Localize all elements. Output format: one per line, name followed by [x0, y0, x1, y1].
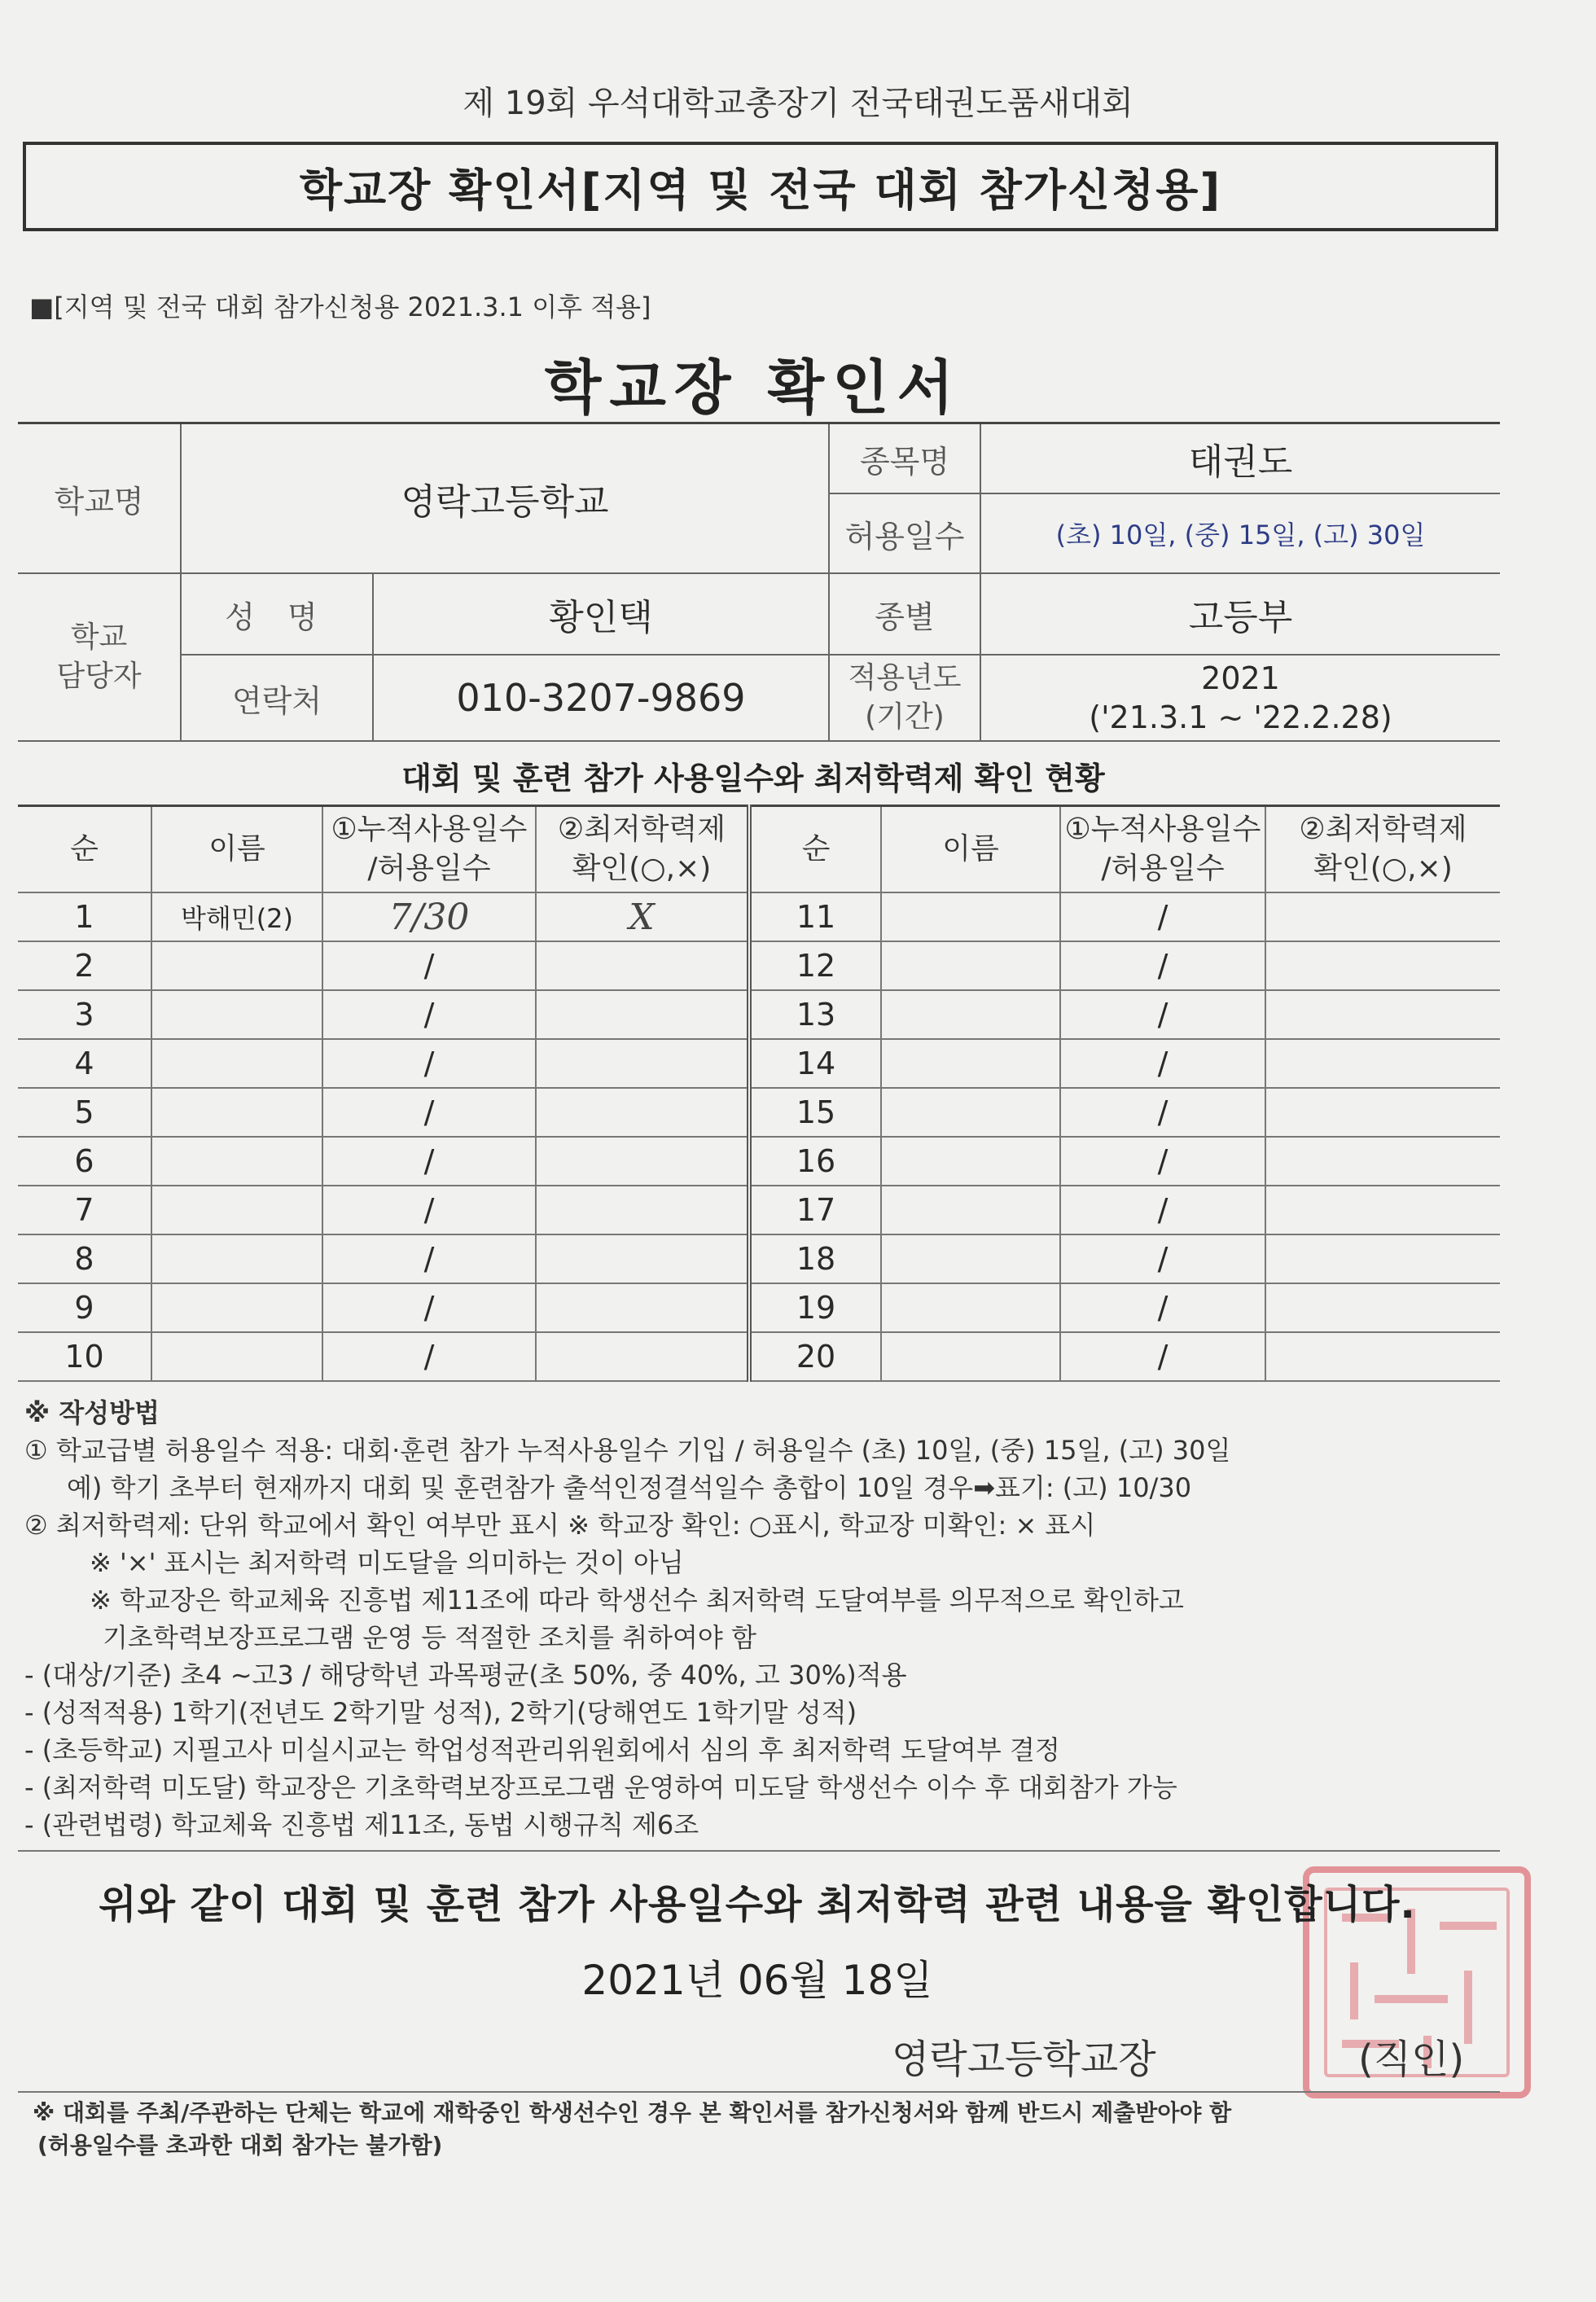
header-no-right: 순	[749, 806, 881, 893]
instruction-line: ※ '×' 표시는 최저학력 미도달을 의미하는 것이 아님	[90, 1547, 684, 1578]
header-days-line2: /허용일수	[367, 852, 491, 885]
year-value-line1: 2021	[1201, 660, 1280, 696]
table-row	[18, 990, 1500, 1039]
principal-name: 영락고등학교장	[892, 2037, 1156, 2082]
row-number: 4	[18, 1039, 151, 1088]
row-number-right: 20	[749, 1332, 881, 1381]
info-table	[18, 422, 1500, 742]
row-name	[151, 941, 322, 990]
row-check	[536, 1088, 749, 1137]
row-name	[151, 990, 322, 1039]
header-check-line2: 확인(○,×)	[572, 852, 712, 885]
row-name	[151, 1039, 322, 1088]
row-days-right: /	[1060, 892, 1265, 941]
row-days-right: /	[1060, 941, 1265, 990]
allowed-days-value: (초) 10일, (중) 15일, (고) 30일	[980, 493, 1500, 573]
header-days-right-line2: /허용일수	[1101, 852, 1225, 885]
footer-line: (허용일수를 초과한 대회 참가는 불가함)	[37, 2132, 443, 2159]
header-name: 이름	[151, 806, 322, 893]
year-value-line2: ('21.3.1 ~ '22.2.28)	[1089, 699, 1392, 735]
row-check	[536, 1137, 749, 1186]
instructions-block	[24, 1394, 1515, 1844]
table-row	[18, 892, 1500, 941]
row-check	[536, 941, 749, 990]
row-check	[536, 1234, 749, 1283]
row-days-right: /	[1060, 1137, 1265, 1186]
row-days-right: /	[1060, 1088, 1265, 1137]
name-label: 성 명	[181, 573, 373, 655]
instruction-line: - (초등학교) 지필고사 미실시교는 학업성적관리위원회에서 심의 후 최저학력 도달여부 결정	[24, 1734, 1060, 1765]
instruction-line: 예) 학기 초부터 현재까지 대회 및 훈련참가 출석인정결석일수 총합이 10일 경우➡표기: (고) 10/30	[67, 1472, 1192, 1503]
phone-label: 연락처	[181, 655, 373, 741]
row-days: /	[322, 1137, 536, 1186]
header-check-right	[1265, 806, 1500, 893]
category-value: 고등부	[980, 573, 1500, 655]
row-name	[151, 1332, 322, 1381]
row-check-right	[1265, 1186, 1500, 1234]
row-days-right: /	[1060, 1332, 1265, 1381]
row-days: /	[322, 1088, 536, 1137]
row-days: /	[322, 1234, 536, 1283]
year-value	[980, 655, 1500, 741]
row-number: 3	[18, 990, 151, 1039]
instruction-line: ① 학교급별 허용일수 적용: 대회·훈련 참가 누적사용일수 기입 / 허용일수 (초) 10일, (중) 15일, (고) 30일	[24, 1435, 1231, 1466]
name-value: 황인택	[373, 573, 829, 655]
row-number: 10	[18, 1332, 151, 1381]
school-value: 영락고등학교	[181, 423, 829, 574]
document-title: 학교장 확인서	[544, 353, 962, 422]
contact-person-label	[18, 573, 181, 741]
footer-note	[33, 2097, 1515, 2162]
sport-label: 종목명	[829, 423, 980, 494]
row-name-right	[881, 1088, 1060, 1137]
row-name-right	[881, 892, 1060, 941]
row-check-right	[1265, 1234, 1500, 1283]
row-check	[536, 990, 749, 1039]
instruction-line: - (관련법령) 학교체육 진흥법 제11조, 동법 시행규칙 제6조	[24, 1809, 699, 1840]
instruction-line: ② 최저학력제: 단위 학교에서 확인 여부만 표시 ※ 학교장 확인: ○표시, 학교장 미확인: × 표시	[24, 1510, 1096, 1541]
row-number: 1	[18, 892, 151, 941]
applicability-note: ■[지역 및 전국 대회 참가신청용 2021.3.1 이후 적용]	[29, 292, 651, 322]
header-check-right-line2: 확인(○,×)	[1313, 852, 1453, 885]
row-name	[151, 1137, 322, 1186]
row-check	[536, 1039, 749, 1088]
row-days-right: /	[1060, 990, 1265, 1039]
row-days: /	[322, 990, 536, 1039]
header-no: 순	[18, 806, 151, 893]
row-name-right	[881, 1186, 1060, 1234]
table-row	[18, 1088, 1500, 1137]
section-title: 대회 및 훈련 참가 사용일수와 최저학력제 확인 현황	[401, 761, 1105, 796]
row-check-right	[1265, 990, 1500, 1039]
row-number-right: 11	[749, 892, 881, 941]
row-name	[151, 1234, 322, 1283]
instruction-line: - (대상/기준) 초4 ~고3 / 해당학년 과목평균(초 50%, 중 40%, 고 30%)적용	[24, 1660, 907, 1690]
row-days: /	[322, 1039, 536, 1088]
table-row	[18, 1332, 1500, 1381]
participation-table	[18, 805, 1500, 1382]
instruction-line: - (최저학력 미도달) 학교장은 기초학력보장프로그램 운영하여 미도달 학생선수 이수 후 대회참가 가능	[24, 1772, 1177, 1803]
row-name-right	[881, 1332, 1060, 1381]
row-number: 7	[18, 1186, 151, 1234]
row-number: 6	[18, 1137, 151, 1186]
year-label	[829, 655, 980, 741]
row-name-right	[881, 1283, 1060, 1332]
instruction-line: ※ 작성방법	[24, 1397, 160, 1428]
table-row	[18, 1039, 1500, 1088]
row-number-right: 15	[749, 1088, 881, 1137]
row-check-right	[1265, 1039, 1500, 1088]
table-row	[18, 1283, 1500, 1332]
row-days-right: /	[1060, 1039, 1265, 1088]
row-check-right	[1265, 1088, 1500, 1137]
instruction-line: 기초학력보장프로그램 운영 등 적절한 조치를 취하여야 함	[103, 1622, 756, 1653]
contact-person-label-line1: 학교	[70, 620, 128, 654]
seal-note: (직인)	[1358, 2037, 1465, 2082]
row-number-right: 18	[749, 1234, 881, 1283]
divider	[18, 1850, 1500, 1852]
row-name-right	[881, 1234, 1060, 1283]
row-name-right	[881, 1039, 1060, 1088]
row-name	[151, 1283, 322, 1332]
table-row	[18, 941, 1500, 990]
row-check-right	[1265, 1332, 1500, 1381]
row-number: 2	[18, 941, 151, 990]
phone-value: 010-3207-9869	[373, 655, 829, 741]
row-days: /	[322, 1283, 536, 1332]
table-row	[18, 1234, 1500, 1283]
row-check-right	[1265, 1283, 1500, 1332]
row-days: /	[322, 1332, 536, 1381]
row-name	[151, 1088, 322, 1137]
instruction-line: - (성적적용) 1학기(전년도 2학기말 성적), 2학기(당해연도 1학기말 성적)	[24, 1697, 857, 1728]
row-days-right: /	[1060, 1186, 1265, 1234]
instruction-line: ※ 학교장은 학교체육 진흥법 제11조에 따라 학생선수 최저학력 도달여부를 의무적으로 확인하고	[90, 1585, 1184, 1616]
header-name-right: 이름	[881, 806, 1060, 893]
row-number-right: 17	[749, 1186, 881, 1234]
header-days-line1: ①누적사용일수	[331, 813, 528, 846]
row-name-right	[881, 1137, 1060, 1186]
row-days: /	[322, 1186, 536, 1234]
school-label: 학교명	[18, 423, 181, 574]
contact-person-label-line2: 담당자	[56, 660, 142, 693]
divider	[18, 2091, 1500, 2093]
sport-value: 태권도	[980, 423, 1500, 494]
allowed-days-label: 허용일수	[829, 493, 980, 573]
header-check-line1: ②최저학력제	[557, 813, 726, 846]
row-days: 7/30	[322, 892, 536, 941]
header-days-right-line1: ①누적사용일수	[1064, 813, 1261, 846]
row-number-right: 12	[749, 941, 881, 990]
event-title: 제 19회 우석대학교총장기 전국태권도품새대회	[463, 85, 1133, 122]
row-number-right: 16	[749, 1137, 881, 1186]
footer-line: ※ 대회를 주최/주관하는 단체는 학교에 재학중인 학생선수인 경우 본 확인서를 참가신청서와 함께 반드시 제출받아야 함	[33, 2099, 1232, 2126]
row-check-right	[1265, 1137, 1500, 1186]
issue-date: 2021년 06월 18일	[581, 1957, 933, 2004]
row-number-right: 19	[749, 1283, 881, 1332]
header-check-right-line1: ②최저학력제	[1299, 813, 1467, 846]
row-number: 9	[18, 1283, 151, 1332]
row-check	[536, 1186, 749, 1234]
row-days-right: /	[1060, 1234, 1265, 1283]
row-name: 박해민(2)	[151, 892, 322, 941]
row-days: /	[322, 941, 536, 990]
confirmation-text: 위와 같이 대회 및 훈련 참가 사용일수와 최저학력 관련 내용을 확인합니다.	[99, 1882, 1416, 1927]
header-days	[322, 806, 536, 893]
row-check: X	[536, 892, 749, 941]
row-number-right: 13	[749, 990, 881, 1039]
header-check	[536, 806, 749, 893]
table-row	[18, 1186, 1500, 1234]
row-check-right	[1265, 892, 1500, 941]
table-row	[18, 1137, 1500, 1186]
row-name-right	[881, 941, 1060, 990]
row-number: 8	[18, 1234, 151, 1283]
row-check	[536, 1283, 749, 1332]
form-title-box: 학교장 확인서[지역 및 전국 대회 참가신청용]	[23, 142, 1498, 231]
row-check	[536, 1332, 749, 1381]
year-label-line1: 적용년도	[848, 661, 962, 695]
row-number: 5	[18, 1088, 151, 1137]
row-check-right	[1265, 941, 1500, 990]
row-name	[151, 1186, 322, 1234]
row-days-right: /	[1060, 1283, 1265, 1332]
row-number-right: 14	[749, 1039, 881, 1088]
header-days-right	[1060, 806, 1265, 893]
row-name-right	[881, 990, 1060, 1039]
year-label-line2: (기간)	[865, 700, 945, 734]
category-label: 종별	[829, 573, 980, 655]
